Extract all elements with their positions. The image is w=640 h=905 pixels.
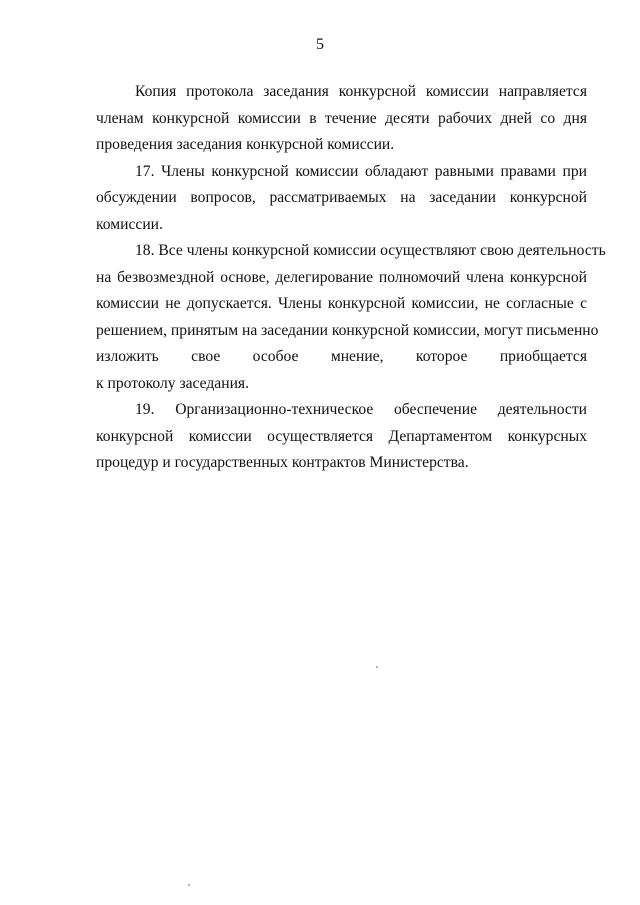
paragraph-line: на безвозмездной основе, делегирование полномочий члена конкурсной <box>96 268 587 286</box>
paragraph-17 <box>96 159 587 239</box>
paragraph-line: комиссии. <box>96 215 163 233</box>
paragraph-line: комиссии не допускается. Члены конкурсной комиссии, не согласные с <box>96 295 587 312</box>
paragraph-line: к протоколу заседания. <box>96 374 249 392</box>
document-body <box>96 79 606 477</box>
paragraph-line: 18. Все члены конкурсной комиссии осуществляют свою деятельность <box>135 242 606 259</box>
paragraph-line: обсуждении вопросов, рассматриваемых на заседании конкурсной <box>96 189 587 206</box>
paragraph-line: проведения заседания конкурсной комиссии. <box>96 136 395 153</box>
paragraph-line: изложить свое особое мнение, которое приобщается <box>96 348 587 365</box>
page-number: 5 <box>316 36 324 53</box>
paragraph-line: решением, принятым на заседании конкурсной комиссии, могут письменно <box>96 321 599 339</box>
paragraph-line: конкурсной комиссии осуществляется Департаментом конкурсных <box>96 427 587 445</box>
scan-speck <box>188 884 190 886</box>
paragraph-line: членам конкурсной комиссии в течение десяти рабочих дней со дня <box>96 109 587 127</box>
paragraph-19 <box>96 397 587 477</box>
paragraph-line: процедур и государственных контрактов Министерства. <box>96 454 469 471</box>
paragraph-line: 19. Организационно-техническое обеспечение деятельности <box>135 401 587 418</box>
paragraph-18 <box>96 238 606 397</box>
paragraph-protocol-copy <box>96 79 587 159</box>
paragraph-line: Копия протокола заседания конкурсной комиссии направляется <box>135 83 587 100</box>
paragraph-line: 17. Члены конкурсной комиссии обладают равными правами при <box>135 162 587 180</box>
scan-speck <box>376 666 378 668</box>
